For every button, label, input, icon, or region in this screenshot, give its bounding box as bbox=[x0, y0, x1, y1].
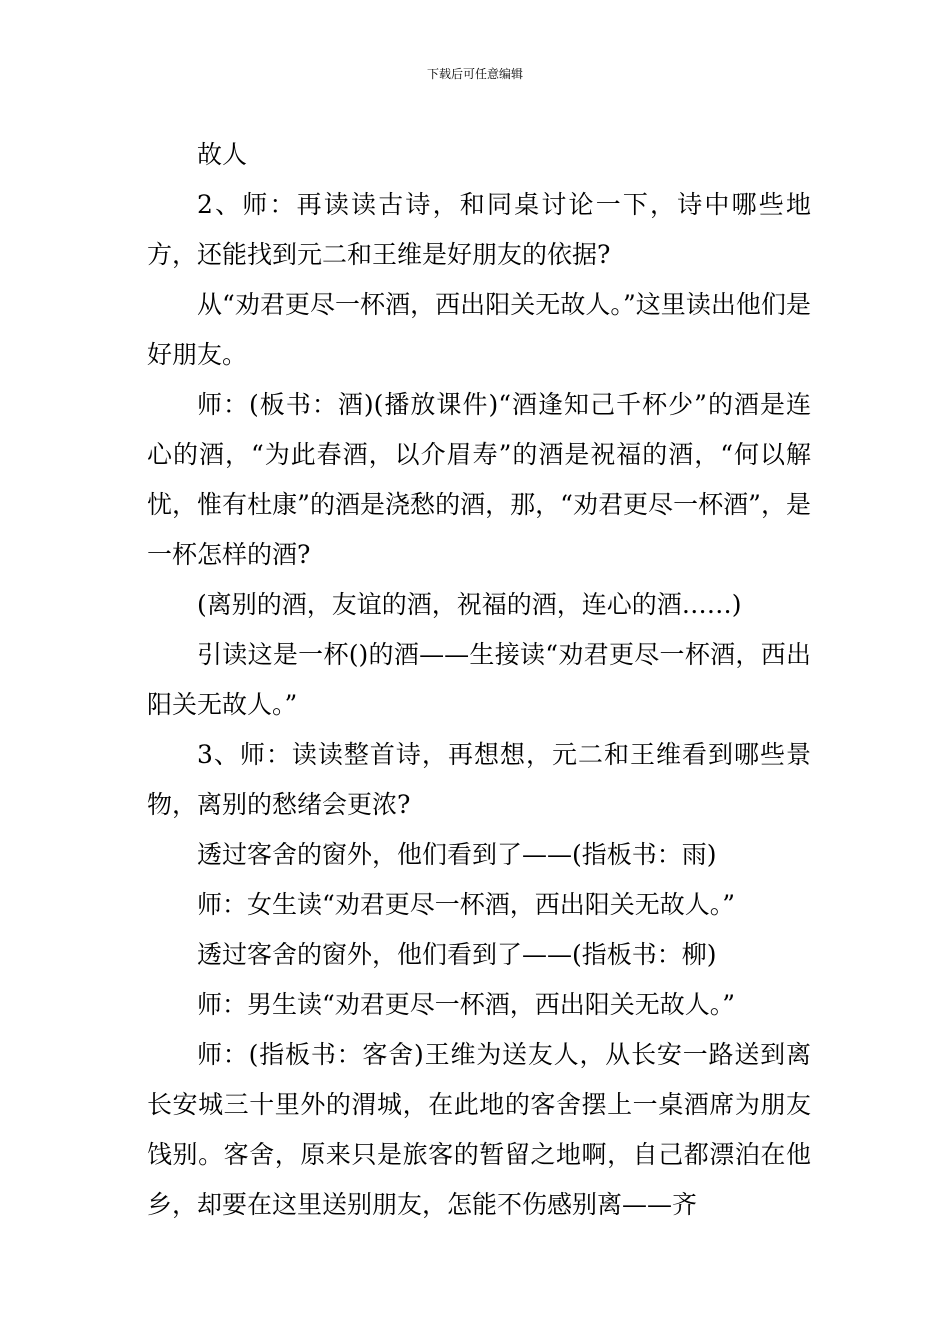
paragraph-2: 2、师：再读读古诗，和同桌讨论一下，诗中哪些地方，还能找到元二和王维是好朋友的依据? bbox=[147, 190, 811, 269]
page-header: 下载后可任意编辑 bbox=[426, 67, 523, 81]
paragraph-6: 引读这是一杯()的酒——生接读“劝君更尽一杯酒，西出阳关无故人。” bbox=[147, 640, 811, 719]
paragraph-10: 透过客舍的窗外，他们看到了——(指板书：柳) bbox=[197, 940, 717, 969]
document-body bbox=[147, 130, 811, 1230]
paragraph-9: 师：女生读“劝君更尽一杯酒，西出阳关无故人。” bbox=[197, 890, 736, 919]
paragraph-7: 3、师：读读整首诗，再想想，元二和王维看到哪些景物，离别的愁绪会更浓? bbox=[147, 740, 811, 819]
paragraph-4: 师：(板书：酒)(播放课件)“酒逢知己千杯少”的酒是连心的酒，“为此春酒，以介眉寿”的酒是祝福的酒，“何以解忧，惟有杜康”的酒是浇愁的酒，那，“劝君更尽一杯酒”，是一杯怎样的酒? bbox=[147, 390, 811, 569]
paragraph-3: 从“劝君更尽一杯酒，西出阳关无故人。”这里读出他们是好朋友。 bbox=[147, 290, 811, 369]
paragraph-11: 师：男生读“劝君更尽一杯酒，西出阳关无故人。” bbox=[197, 990, 736, 1019]
paragraph-5: (离别的酒，友谊的酒，祝福的酒，连心的酒……) bbox=[197, 590, 742, 619]
paragraph-1: 故人 bbox=[197, 140, 248, 169]
paragraph-8: 透过客舍的窗外，他们看到了——(指板书：雨) bbox=[197, 840, 717, 869]
paragraph-12: 师：(指板书：客舍)王维为送友人，从长安一路送到离长安城三十里外的渭城，在此地的客舍摆上一桌酒席为朋友饯别。客舍，原来只是旅客的暂留之地啊，自己都漂泊在他乡，却要在这里送别朋友，怎能不伤感别离——齐 bbox=[147, 1040, 811, 1219]
